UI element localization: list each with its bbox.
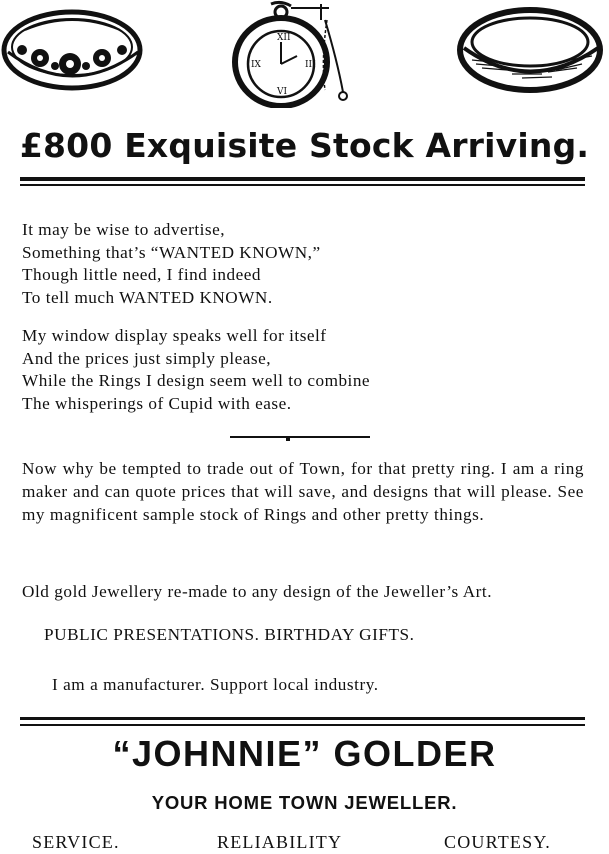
poem-line: It may be wise to advertise, xyxy=(22,220,226,239)
poem-line: To tell much WANTED KNOWN. xyxy=(22,287,273,307)
headline: £800 Exquisite Stock Arriving. xyxy=(19,126,590,165)
ornament-rule xyxy=(230,436,370,438)
body-paragraph-2: Old gold Jewellery re-made to any design of the Jeweller’s Art. xyxy=(22,582,493,601)
footer-courtesy: COURTESY. xyxy=(444,832,551,852)
services-line: PUBLIC PRESENTATIONS. BIRTHDAY GIFTS. xyxy=(44,625,415,644)
poem-stanza-1 xyxy=(22,219,321,309)
gem-ring-icon xyxy=(0,0,150,100)
manufacturer-line: I am a manufacturer. Support local industry. xyxy=(52,675,379,694)
poem-line: Though little need, I find indeed xyxy=(22,265,261,285)
footer-reliability: RELIABILITY xyxy=(217,832,343,852)
svg-text:VI: VI xyxy=(277,87,288,97)
poem-line: The whisperings of Cupid with ease. xyxy=(22,393,292,413)
poem-line: While the Rings I design seem well to combine xyxy=(22,371,371,391)
svg-text:XII: XII xyxy=(277,33,291,43)
svg-text:III: III xyxy=(305,60,316,70)
divider-rule-top xyxy=(20,177,585,181)
band-ring-icon xyxy=(452,0,609,100)
poem-line: Something that’s “WANTED KNOWN,” xyxy=(22,242,321,262)
ornament-dot xyxy=(286,436,290,441)
jeweller-name: “JOHNNIE” GOLDER xyxy=(112,733,497,774)
poem-stanza-2 xyxy=(22,325,370,415)
poem-line: My window display speaks well for itself xyxy=(22,326,327,345)
pocket-watch-icon xyxy=(225,0,365,108)
body-paragraph-1: Now why be tempted to trade out of Town, for that pretty ring. I am a ring maker and can quote prices that will save, and designs that will please. See my magnificent sample stock of Rings and other pretty things. xyxy=(22,459,584,525)
divider-rule-bottom xyxy=(20,717,585,720)
svg-text:IX: IX xyxy=(251,60,261,70)
jeweller-tagline: YOUR HOME TOWN JEWELLER. xyxy=(151,792,458,813)
poem-line: And the prices just simply please, xyxy=(22,348,271,368)
divider-rule-bottom-thin xyxy=(20,724,585,726)
footer-service: SERVICE. xyxy=(32,832,120,852)
divider-rule-top-thin xyxy=(20,184,585,186)
